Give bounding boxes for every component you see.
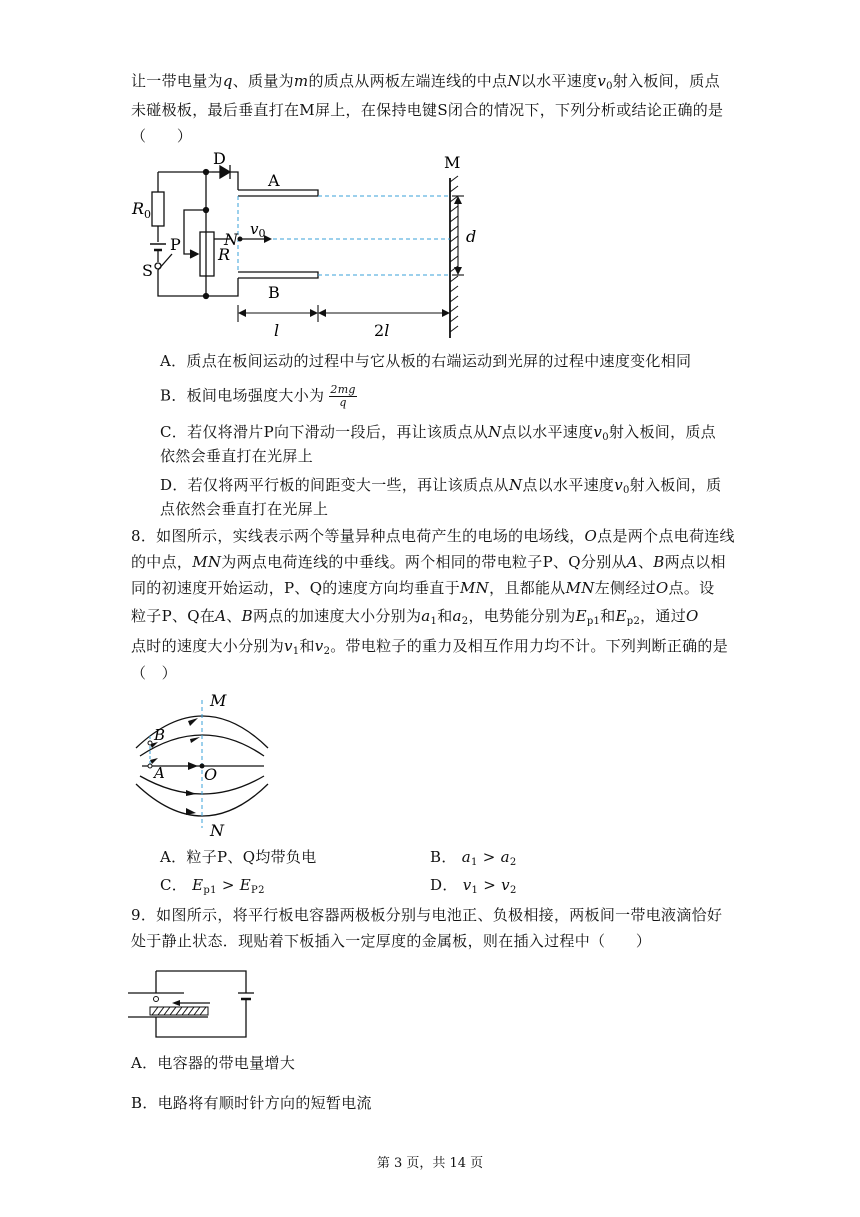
label-v0: $v_0$ [250, 220, 266, 240]
q9-stem-line1: 9．如图所示，将平行板电容器两极板分别与电池正、负极相接，两板间一带电液滴恰好 [131, 906, 723, 924]
page-footer: 第 3 页，共 14 页 [376, 1156, 484, 1171]
q8-stem-line5: 点时的速度大小分别为$v_1$和$v_2$。带电粒子的重力及相互作用力均不计。下列判断正确的是 [131, 637, 729, 657]
q8-option-d: D． $v_1 > v_2$ [430, 876, 517, 896]
label-D: D [213, 149, 226, 168]
q7-circuit-figure [128, 149, 477, 350]
q7-option-c-line1: C．若仅将滑片P向下滑动一段后，再让该质点从N点以水平速度$v_0$射入板间，质点 [160, 423, 716, 443]
label-l: l [274, 321, 280, 340]
q7-option-c-line2: 依然会垂直打在光屏上 [160, 447, 314, 465]
q8-stem-line4: 粒子P、Q在A、B两点的加速度大小分别为$a_1$和$a_2$，电势能分别为$E_{p1}$和$E_{p2}$，通过O [131, 607, 699, 627]
q9-stem-line2: 处于静止状态．现贴着下板插入一定厚度的金属板，则在插入过程中（ ） [131, 932, 652, 950]
label-M: M [444, 153, 461, 172]
label-2l: 2l [374, 321, 390, 340]
label-M: M [210, 691, 227, 710]
q8-option-a: A．粒子P、Q均带负电 [160, 848, 317, 866]
q8-option-b: B． $a_1 > a_2$ [430, 848, 517, 868]
q7-stem-line2: 未碰极板，最后垂直打在M屏上，在保持电键S闭合的情况下，下列分析或结论正确的是 [131, 101, 724, 119]
label-d: d [466, 227, 477, 246]
q7-option-d-line2: 点依然会垂直打在光屏上 [160, 500, 329, 518]
label-R0: $R_0$ [132, 199, 152, 221]
label-N: N [210, 821, 224, 840]
q9-capacitor-figure [128, 965, 258, 1045]
q7-option-b: B．板间电场强度大小为 $\frac{2mg}{q}$ [160, 383, 356, 409]
label-B: B [154, 726, 166, 744]
label-R: R [218, 245, 231, 264]
q7-option-d-line1: D．若仅将两平行板的间距变大一些，再让该质点从N点以水平速度$v_0$射入板间，质 [160, 476, 722, 496]
q7-option-a: A．质点在板间运动的过程中与它从板的右端运动到光屏的过程中速度变化相同 [160, 352, 692, 370]
q7-stem-line1: 让一带电量为q、质量为m的质点从两板左端连线的中点N以水平速度$v_0$射入板间，质点 [131, 72, 720, 92]
label-N: N [224, 230, 238, 249]
q8-field-figure [128, 688, 278, 838]
q7-stem-line3: （ ） [131, 127, 193, 145]
q9-option-b: B．电路将有顺时针方向的短暂电流 [131, 1094, 372, 1112]
q8-stem-line3: 同的初速度开始运动，P、Q的速度方向均垂直于MN，且都能从MN左侧经过O点。设 [131, 579, 715, 597]
label-O: O [204, 765, 218, 784]
q8-stem-line2: 的中点，MN为两点电荷连线的中垂线。两个相同的带电粒子P、Q分别从A、B两点以相 [131, 553, 726, 571]
label-A: A [154, 764, 165, 782]
label-S: S [142, 261, 153, 280]
q8-stem-line1: 8．如图所示，实线表示两个等量异种点电荷产生的电场的电场线，O点是两个点电荷连线 [131, 527, 735, 545]
label-B: B [268, 283, 280, 302]
label-P: P [170, 235, 181, 254]
label-A: A [268, 171, 280, 190]
q8-stem-line6: （ ） [131, 664, 177, 682]
q8-option-c: C． $E_{p1} > E_{P2}$ [160, 876, 265, 896]
q9-option-a: A．电容器的带电量增大 [131, 1054, 296, 1072]
